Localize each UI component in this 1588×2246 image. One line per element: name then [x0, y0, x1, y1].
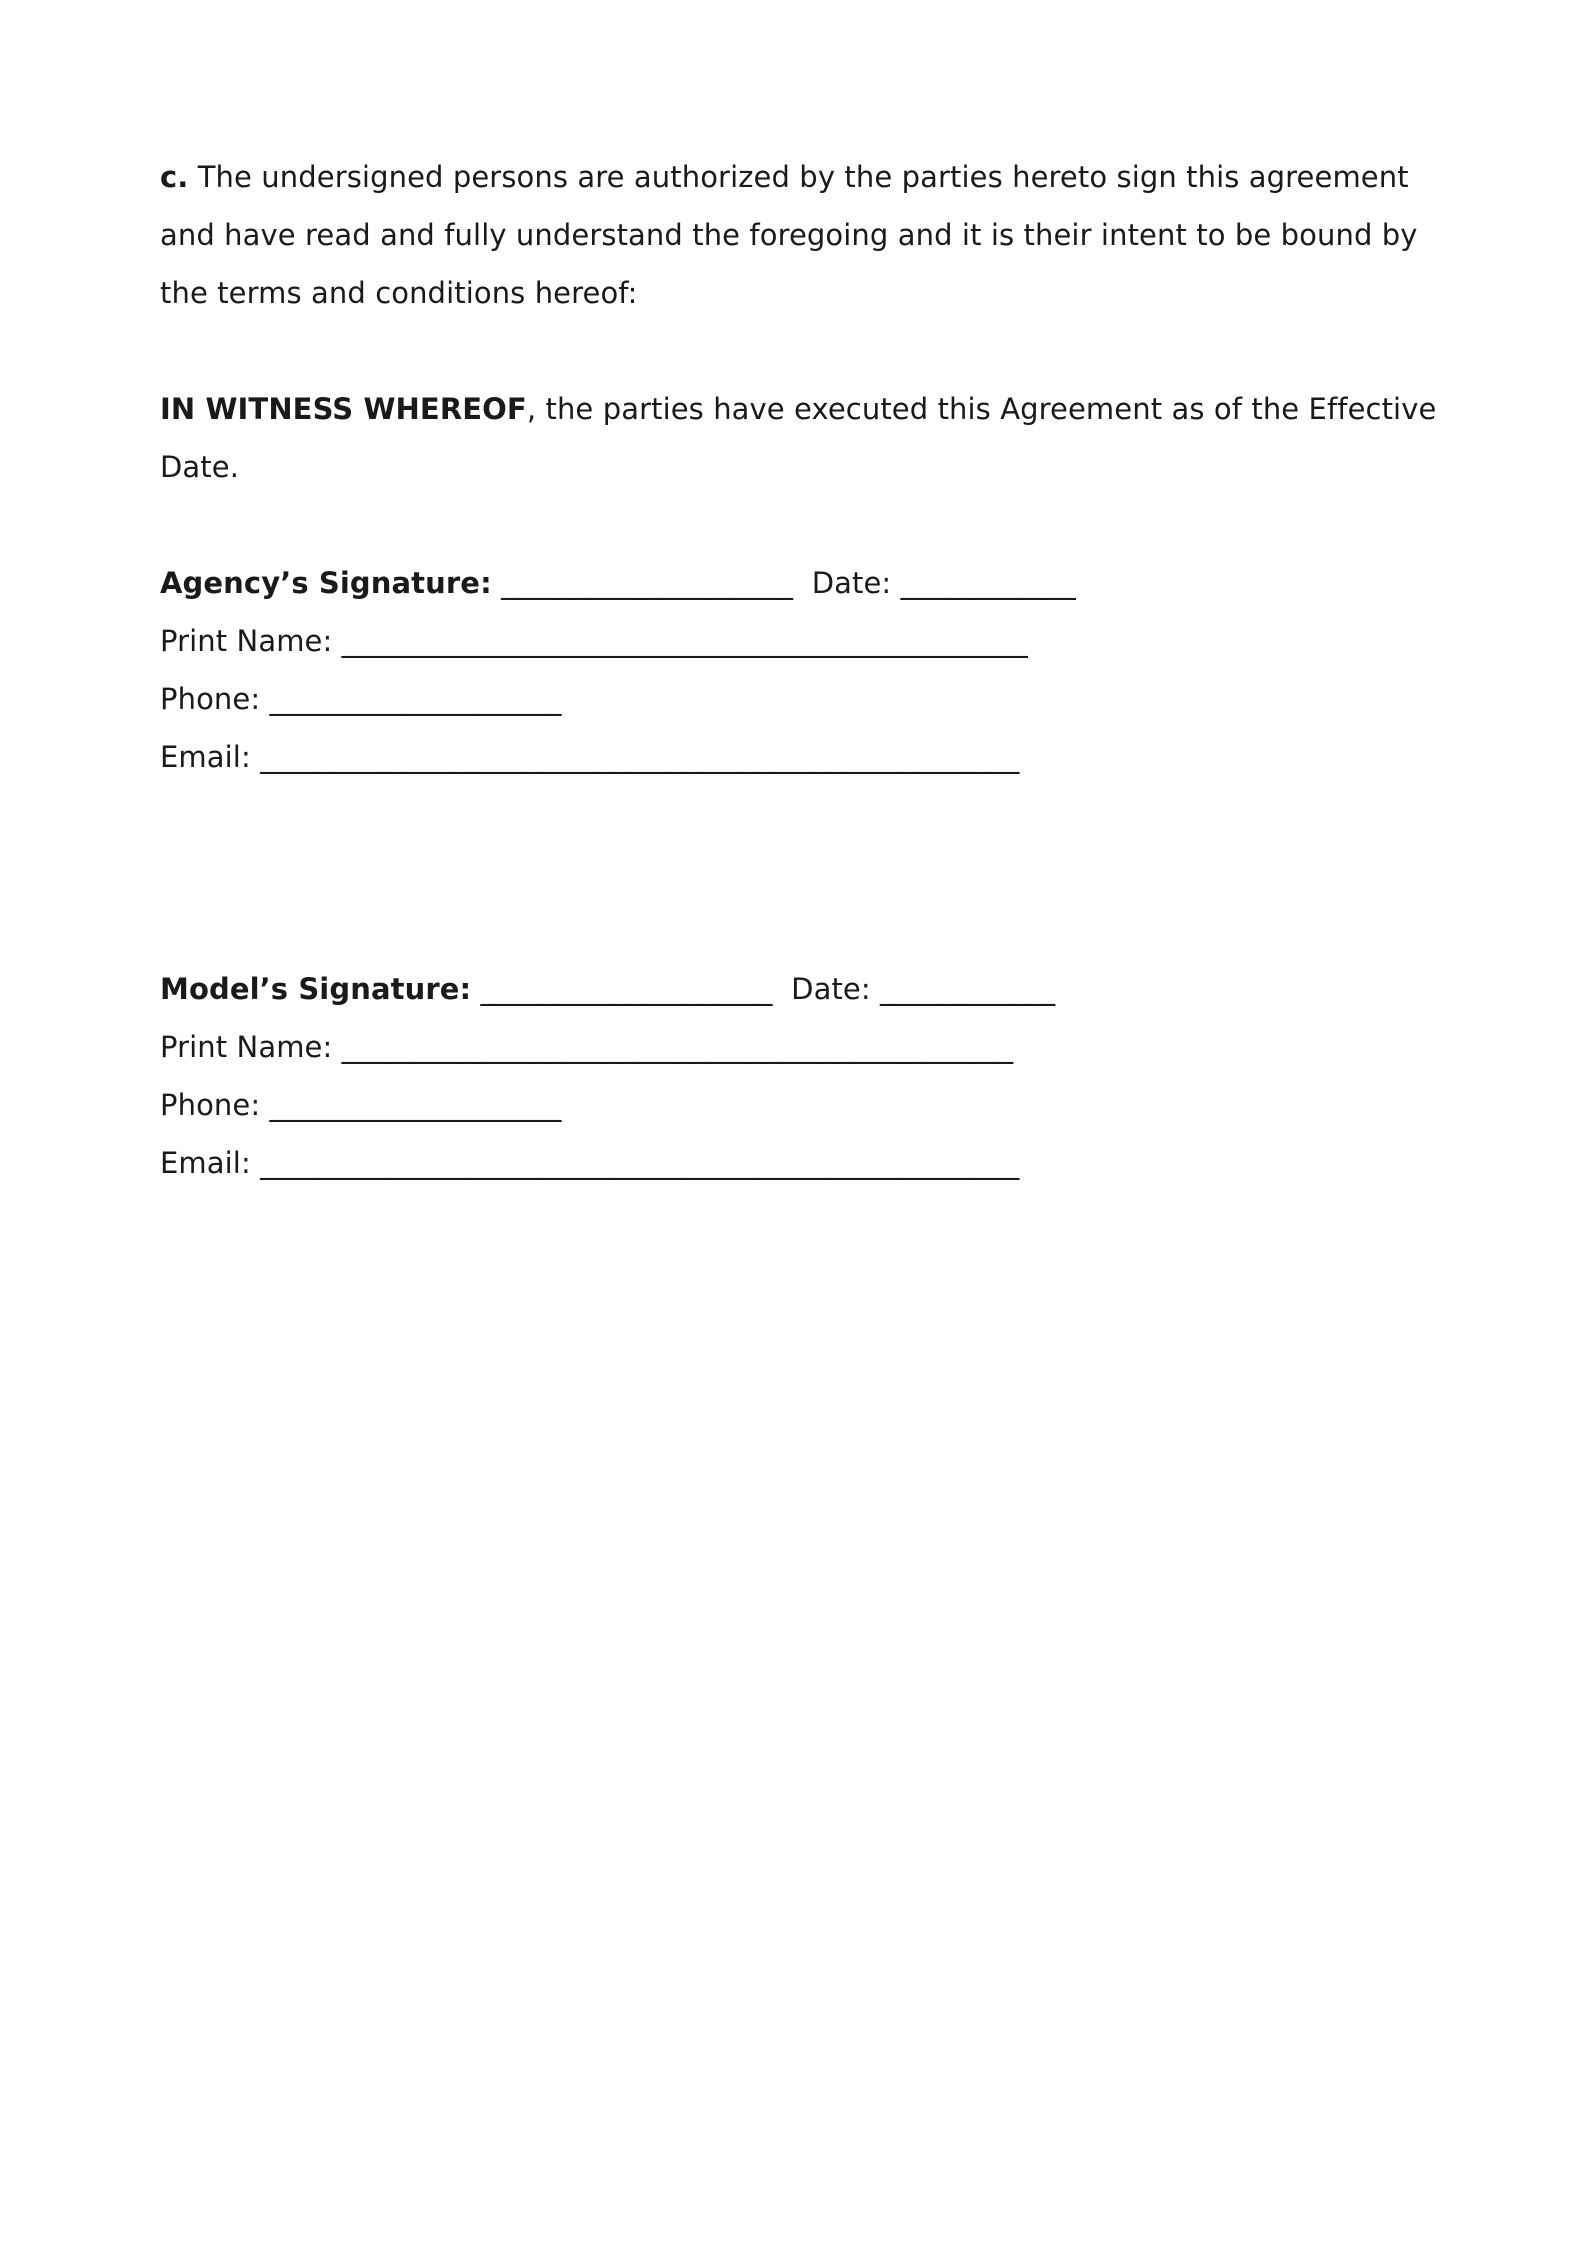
witness-paragraph — [160, 380, 1440, 496]
clause-c-paragraph — [160, 148, 1440, 322]
agency-print-name-line[interactable]: Print Name: _______________________________________________ — [160, 624, 1028, 658]
model-phone-line[interactable]: Phone: ____________________ — [160, 1088, 562, 1122]
clause-c-text: The undersigned persons are authorized by the parties hereto sign this agreement and have read and fully understand the foregoing and it is their intent to be bound by the terms and conditions hereof: — [160, 160, 1418, 310]
spacer — [160, 496, 1440, 554]
agency-email-line[interactable]: Email: ____________________________________________________ — [160, 740, 1020, 774]
agency-signature-line[interactable] — [160, 554, 1440, 612]
model-signature-line[interactable] — [160, 960, 1440, 1018]
witness-text: , the parties have executed this Agreement as of the Effective Date. — [160, 392, 1437, 484]
spacer — [160, 322, 1440, 380]
model-email-line[interactable]: Email: ____________________________________________________ — [160, 1146, 1020, 1180]
witness-lead: IN WITNESS WHEREOF — [160, 392, 527, 426]
document-content — [160, 148, 1440, 1192]
agency-signature-label: Agency’s Signature: — [160, 566, 492, 600]
agency-signature-blank: ____________________ Date: ____________ — [491, 566, 1076, 600]
model-signature-blank: ____________________ Date: ____________ — [471, 972, 1056, 1006]
model-signature-label: Model’s Signature: — [160, 972, 472, 1006]
model-print-name-line[interactable]: Print Name: ______________________________________________ — [160, 1030, 1014, 1064]
clause-c-marker: c. — [160, 160, 189, 194]
agency-signature-block — [160, 554, 1440, 786]
model-signature-block — [160, 960, 1440, 1192]
agency-phone-line[interactable]: Phone: ____________________ — [160, 682, 562, 716]
spacer — [160, 786, 1440, 960]
